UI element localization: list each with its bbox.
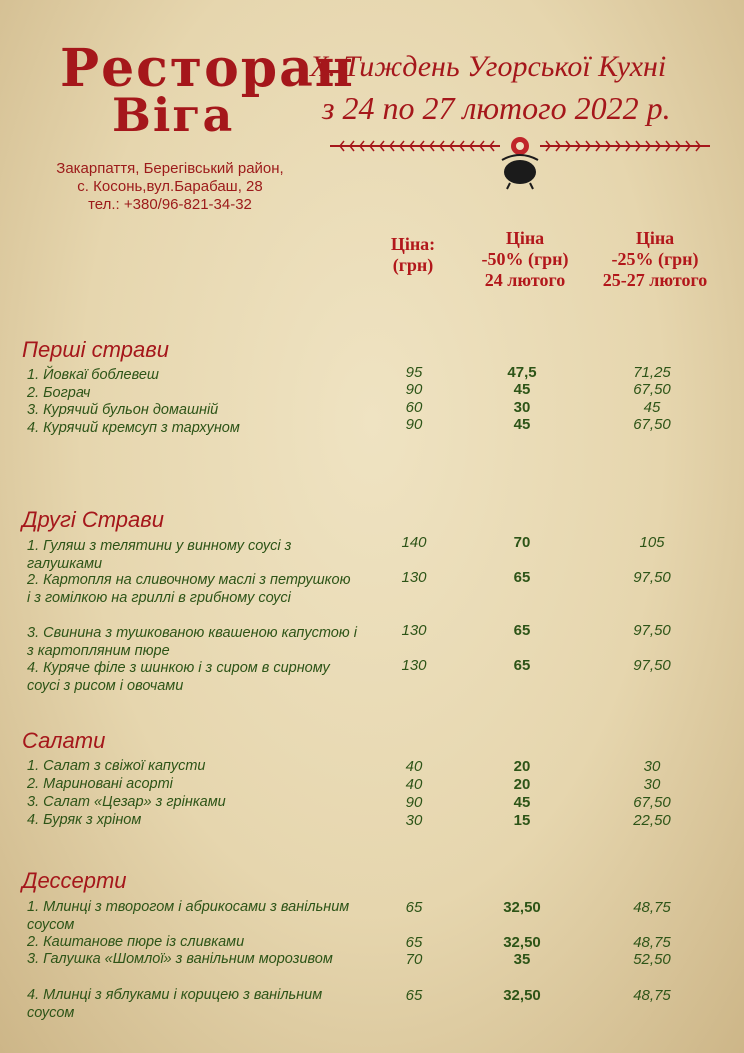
restaurant-logo-line1: Ресторан — [60, 38, 355, 99]
menu-item-price: 95 — [405, 364, 423, 381]
menu-item-name: 4. Куряче філе з шинкою і з сиром в сирному соусі з рисом і овочами — [27, 660, 330, 694]
menu-item-price: 65 — [405, 899, 423, 916]
menu-item-price-25: 22,50 — [633, 812, 671, 829]
section-title: Другі Страви — [22, 507, 165, 532]
menu-item-price-50: 70 — [513, 534, 531, 551]
ornament-pot-icon — [330, 136, 710, 192]
menu-item-price-25: 67,50 — [633, 381, 671, 398]
menu-item-price-50: 65 — [513, 622, 531, 639]
menu-item-price: 40 — [405, 776, 423, 793]
menu-item-price: 30 — [405, 812, 423, 829]
menu-item-price: 65 — [405, 934, 423, 951]
menu-item-price-50: 32,50 — [503, 987, 541, 1004]
menu-item-name: 3. Салат «Цезар» з грінками — [27, 794, 226, 810]
menu-item-price-50: 65 — [513, 569, 531, 586]
menu-item-name: 4. Курячий кремсуп з тархуном — [27, 420, 240, 436]
menu-item-name: 4. Буряк з хріном — [27, 812, 142, 828]
menu-item-price-25: 71,25 — [633, 364, 671, 381]
menu-item-name: 2. Каштанове пюре із сливками — [27, 934, 245, 950]
section-title: Перші страви — [22, 337, 169, 362]
menu-item-price: 130 — [401, 622, 427, 639]
event-dates: з 24 по 27 лютого 2022 р. — [322, 90, 671, 126]
menu-item-price-50: 45 — [513, 794, 531, 811]
menu-item-price-25: 45 — [643, 399, 661, 416]
menu-item-price-25: 67,50 — [633, 416, 671, 433]
menu-item-price: 60 — [405, 399, 423, 416]
menu-item-name: 2. Мариновані асорті — [27, 776, 173, 792]
header-price-50: Ціна -50% (грн) 24 лютого — [481, 228, 569, 290]
menu-item-price: 40 — [405, 758, 423, 775]
menu-item-name: 1. Салат з свіжої капусти — [27, 758, 206, 774]
menu-item-price-25: 105 — [639, 534, 665, 551]
menu-item-price-25: 48,75 — [633, 934, 671, 951]
address-region: Закарпаття, Берегівський район, — [56, 160, 284, 177]
menu-item-price-25: 52,50 — [633, 951, 671, 968]
address-street: с. Косонь,вул.Барабаш, 28 — [77, 178, 263, 195]
menu-item-price-50: 47,5 — [507, 364, 537, 381]
menu-item-price-25: 97,50 — [633, 622, 671, 639]
menu-item-price: 90 — [405, 381, 423, 398]
menu-item-price: 90 — [405, 794, 423, 811]
menu-item-name: 3. Свинина з тушкованою квашеною капустою і з картопляним пюре — [27, 625, 357, 659]
menu-item-price-25: 97,50 — [633, 569, 671, 586]
menu-item-price: 140 — [401, 534, 427, 551]
menu-item-price-25: 67,50 — [633, 794, 671, 811]
menu-item-price-50: 32,50 — [503, 899, 541, 916]
menu-item-price-50: 65 — [513, 657, 531, 674]
menu-item-price-50: 15 — [513, 812, 531, 829]
menu-item-price-25: 30 — [643, 758, 661, 775]
menu-item-price: 65 — [405, 987, 423, 1004]
menu-item-price-50: 35 — [513, 951, 531, 968]
menu-item-price-50: 20 — [513, 776, 531, 793]
menu-item-name: 3. Галушка «Шомлої» з ванільним морозивом — [27, 951, 333, 967]
menu-item-price: 90 — [405, 416, 423, 433]
menu-item-price-25: 30 — [643, 776, 661, 793]
menu-item-price-25: 97,50 — [633, 657, 671, 674]
menu-item-name: 1. Млинці з творогом і абрикосами з ванільним соусом — [27, 899, 350, 933]
address-phone: тел.: +380/96-821-34-32 — [88, 196, 252, 213]
menu-item-price-50: 32,50 — [503, 934, 541, 951]
menu-item-name: 3. Курячий бульон домашній — [27, 402, 219, 418]
menu-item-price-50: 30 — [513, 399, 531, 416]
menu-item-price-50: 45 — [513, 381, 531, 398]
header-price-25: Ціна -25% (грн) 25-27 лютого — [602, 228, 708, 290]
menu-item-price-25: 48,75 — [633, 899, 671, 916]
header-price: Ціна: (грн) — [390, 234, 436, 275]
menu-item-name: 2. Картопля на сливочному маслі з петрушкою і з гомілкою на гриллі в грибному соусі — [27, 572, 351, 606]
event-title: X. Тиждень Угорської Кухні — [310, 50, 667, 83]
menu-item-price-25: 48,75 — [633, 987, 671, 1004]
section-title: Дессерти — [22, 868, 127, 893]
menu-item-price: 70 — [405, 951, 423, 968]
menu-item-name: 1. Йовкаї боблевеш — [27, 367, 159, 383]
section-title: Салати — [22, 728, 106, 753]
menu-item-price-50: 20 — [513, 758, 531, 775]
menu-item-price-50: 45 — [513, 416, 531, 433]
menu-item-name: 1. Гуляш з телятини у винному соусі з галушками — [27, 538, 292, 572]
menu-item-name: 2. Бограч — [27, 385, 91, 401]
menu-item-name: 4. Млинці з яблуками і корицею з ванільним соусом — [27, 987, 323, 1021]
menu-item-price: 130 — [401, 657, 427, 674]
restaurant-logo-line2: Віга — [112, 88, 235, 142]
menu-item-price: 130 — [401, 569, 427, 586]
